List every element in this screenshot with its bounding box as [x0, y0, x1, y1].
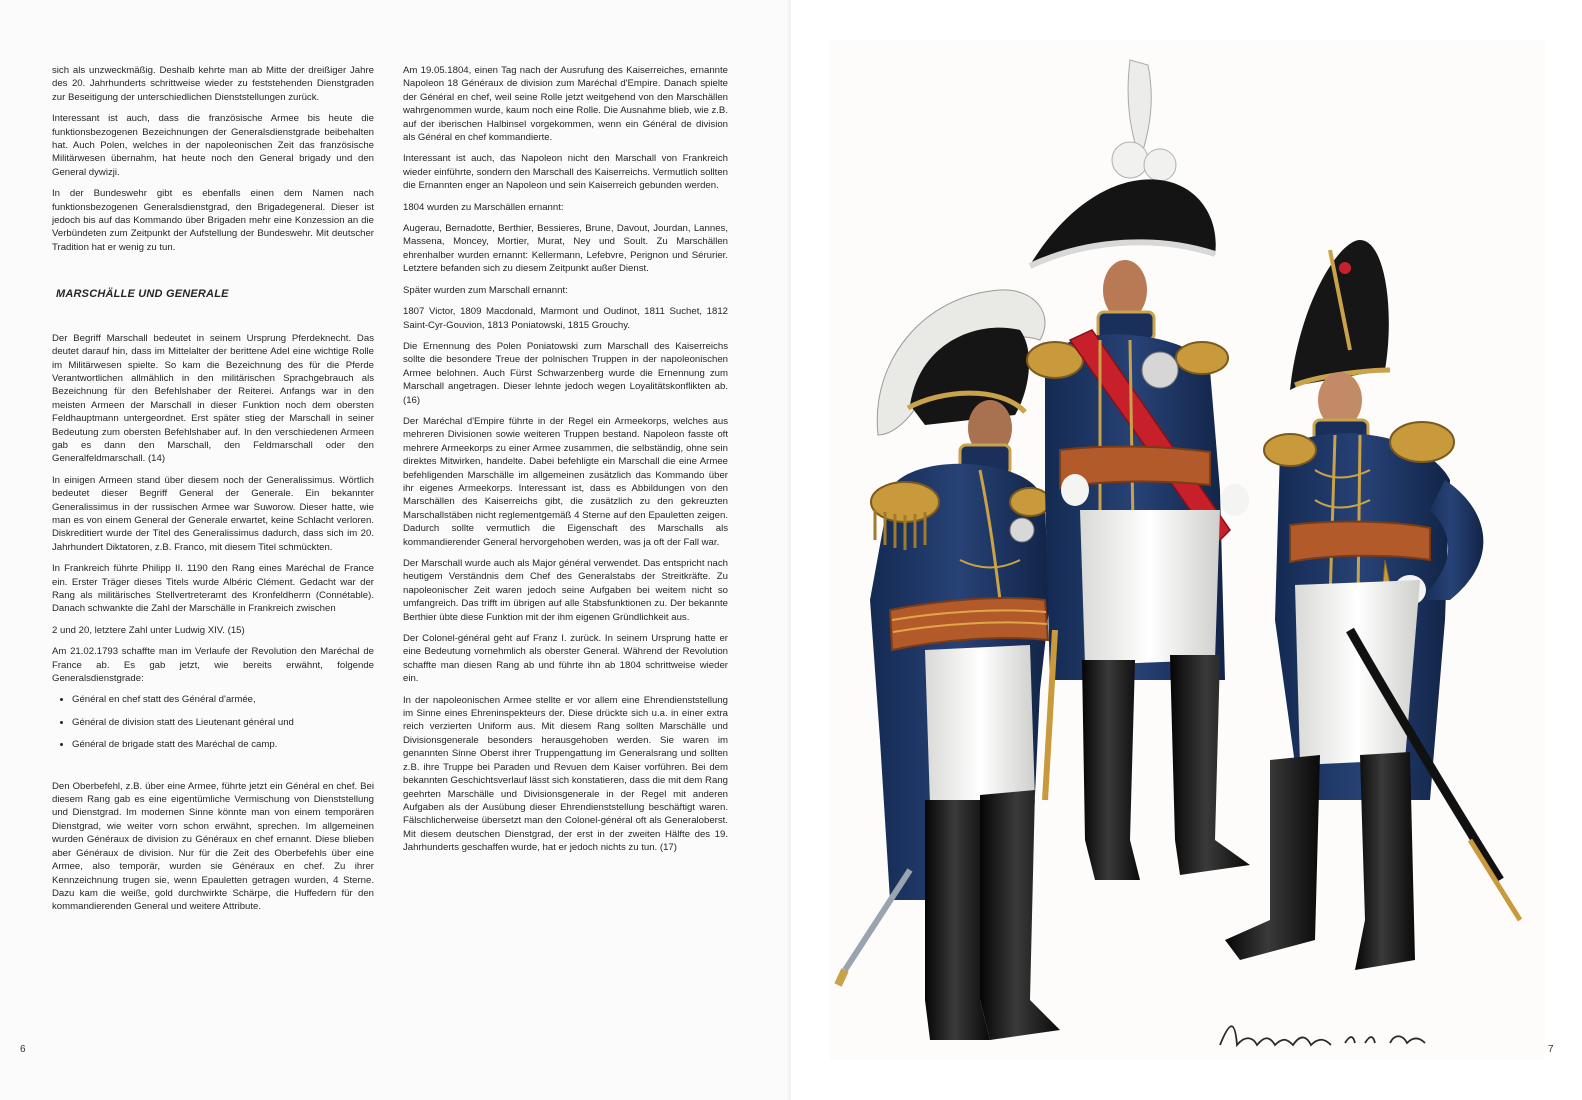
paragraph: In Frankreich führte Philipp II. 1190 den Rang eines Maréchal de France ein. Erster Träger dieses Titels wurde Albéric Clément. Gedacht war der Rang als militärisches Stellvertreteramt des Kronfeldherrn (Connétable). Danach schwankte die Zahl der Marschälle in Frankreich zwischen [52, 563, 374, 615]
paragraph: Der Marschall wurde auch als Major général verwendet. Das entspricht nach heutigem Verständnis dem Chef des Generalstabs der Streitkräfte. Zu napoleonischer Zeit waren jedoch seine Aufgaben bei weitem nicht so umfangreich. Das trifft im übrigen auf alle Stabsfunktionen zu. Der bekannte Berthier übte diese Funktion mit der ihm eigenen Gründlichkeit aus. [403, 558, 728, 623]
paragraph: Die Ernennung des Polen Poniatowski zum Marschall des Kaiserreichs sollte die besondere Treue der polnischen Truppen in der napoleonischen Armee belohnen. Auch Fürst Schwarzenberg wurde die Ernennung zum Marschall angetragen. Dieser lehnte jedoch wegen Loyalitätskonflikten ab. (16) [403, 340, 728, 406]
list-item: • Général de brigade statt des Maréchal de camp. [72, 738, 374, 751]
illustration-three-marshals [830, 40, 1545, 1060]
page-number-right: 7 [1548, 1044, 1554, 1055]
marshal-figure-right [1225, 240, 1520, 970]
paragraph: Am 21.02.1793 schaffte man im Verlaufe der Revolution den Maréchal de France ab. Es gab jetzt, wie bereits erwähnt, folgende Generalsdienstgrade: [52, 646, 374, 685]
paragraph: 1807 Victor, 1809 Macdonald, Marmont und Oudinot, 1811 Suchet, 1812 Saint-Cyr-Gouvion, 1813 Poniatowski, 1815 Grouchy. [403, 306, 728, 331]
paragraph: Der Colonel-général geht auf Franz I. zurück. In seinem Ursprung hatte er eine Bedeutung vornehmlich als oberster General. Während der Revolution schaffte man diesen Rang ab und führte ihn ab 1804 schrittweise wieder ein. [403, 633, 728, 685]
paragraph: 1804 wurden zu Marschällen ernannt: [403, 201, 564, 213]
rank-list [72, 693, 374, 751]
page-number-left: 6 [20, 1044, 26, 1055]
paragraph: Den Oberbefehl, z.B. über eine Armee, führte jetzt ein Général en chef. Bei diesem Rang gab es eine eigentümliche Vermischung von Dienststellung und Dienstgrad. Im modernen Sinne könnte man von einem temporären Dienstgrad, wie weiter vorn schon erwähnt, sprechen. Im allgemeinen wurden Généraux de division zu Généraux en chef ernannt. Diese blieben aber Généraux de division. Nur für die Zeit des Oberbefehls über eine Armee, also temporär, wurden sie Généraux en chef. Zu ihrer Kennzeichnung trugen sie, wenn Epauletten getragen wurden, 4 Sterne. Dazu kam die weiße, gold durchwirkte Schärpe, die Huffedern für den kommandierenden General und weitere Attribute. [52, 780, 374, 913]
text-column-1 [52, 64, 374, 922]
list-item: • Général de division statt des Lieutenant général und [72, 716, 374, 729]
section-heading: MARSCHÄLLE UND GENERALE [56, 288, 229, 301]
paragraph: Der Begriff Marschall bedeutet in seinem Ursprung Pferdeknecht. Das deutet darauf hin, dass im Mittelalter der berittene Adel eine wichtige Rolle im Militärwesen spielte. So kam die Bezeichnung des für die Pferde Verantwortlichen allmählich in den militärischen Sprachgebrauch als Bezeichnung für den Befehlshaber der Reiterei. Anfangs war in den meisten Armeen der Marschall in dieser Funktion noch dem obersten Feldhauptmann untergeordnet. Erst später stieg der Marschall in seiner Bedeutung zum obersten Befehlshaber auf. In den verschiedenen Armeen gab es dann den Marschall, den Feldmarschall oder den Generalfeldmarschall. (14) [52, 332, 374, 465]
marshal-figure-centre [1027, 60, 1250, 880]
text-column-2 [403, 64, 728, 863]
marshal-figure-left [838, 290, 1060, 1040]
paragraph: Am 19.05.1804, einen Tag nach der Ausrufung des Kaiserreiches, ernannte Napoleon 18 Généraux de division zum Maréchal d'Empire. Danach spielte der Général en chef, weil seine Rolle jetzt weitgehend von den Marschällen wahrgenommen wurde, kaum noch eine Rolle. Die Ausnahme blieb, wie z.B. auf der iberischen Halbinsel vorgekommen, wenn ein Général de division als Général en chef kommandierte. [403, 65, 728, 144]
paragraph: Der Maréchal d'Empire führte in der Regel ein Armeekorps, welches aus mehreren Divisionen sowie weiteren Truppen bestand. Napoleon fasste oft mehrere Armeekorps zu einer Armee zusammen, die selbständig, ohne sein direktes Mitwirken, handelte. Dabei befehligte ein Marschall die eine Armee befehligenden Marschälle im allgemeinen zusätzlich das Kommando über ihr eigenes Armeekorps. Interessant ist, dass es Abbildungen von den Marschällen des Kaiserreichs gibt, die zusätzlich zu den gekreuzten Marschallstäben nicht reglementgemäß 4 Sterne auf den Epauletten zeigen. Dadurch sollte vermutlich die Eigenschaft des Marschalls als kommandierender General hervorgehoben werden, was ja oft der Fall war. [403, 415, 728, 548]
paragraph: Augerau, Bernadotte, Berthier, Bessieres, Brune, Davout, Jourdan, Lannes, Massena, Moncey, Mortier, Murat, Ney und Soult. Zu Marschällen ehrenhalber wurden ernannt: Kellermann, Lefebvre, Perignon und Sérurier. Letztere befanden sich zu diesem Zeitpunkt außer Dienst. [403, 223, 728, 275]
illustration-drawing [830, 40, 1545, 1060]
paragraph: sich als unzweckmäßig. Deshalb kehrte man ab Mitte der dreißiger Jahre des 20. Jahrhunderts schrittweise wieder zu feststehenden Dienstgraden zur Beseitigung der unterschiedlichen Dienststellungen zurück. [52, 65, 374, 103]
signature-drawing [1215, 1015, 1435, 1055]
paragraph: Interessant ist auch, dass die französische Armee bis heute die funktionsbezogenen Bezeichnungen der Generalsdienstgrade beibehalten hat. Auch Polen, welches in der napoleonischen Zeit das französische Militärwesen übernahm, hat heute noch den General brigady und den General dywizji. [52, 113, 374, 178]
artist-signature [1215, 1015, 1435, 1055]
paragraph: 2 und 20, letztere Zahl unter Ludwig XIV. (15) [52, 624, 245, 636]
paragraph: In einigen Armeen stand über diesem noch der Generalissimus. Wörtlich bedeutet dieser Begriff General der Generale. Ein bekannter Generalissimus in der russischen Armee war Suworow. Dieser hatte, wie man es von einem General der Generale erwartet, keine Schlacht verloren. Diskreditiert wurde der Titel des Generalissimus dadurch, dass sich im 20. Jahrhundert Diktatoren, z.B. Franco, mit diesem Titel schmückten. [52, 474, 374, 553]
paragraph: Später wurden zum Marschall ernannt: [403, 284, 568, 296]
paragraph: In der napoleonischen Armee stellte er vor allem eine Ehrendienststellung im Sinne eines Ehreninspekteurs der. Diese drückte sich u.a. in einer extra reich verzierten Uniform aus. Mit diesem Rang sollten Marschälle und Divisionsgenerale besonders herausgehoben werden. Sie waren im genannten Sinne Oberst ihrer Truppengattung im Generalsrang und sollten z.B. ihre Truppe bei Paraden und Revuen dem Kaiser vorführen. Bei dem bekannten Geschichtsverlauf lässt sich konstatieren, dass die mit dem Rang geehrten Marschälle und Divisionsgenerale in der Regel mit anderen Aufgaben als der Ausübung dieser Ehrendienststellung beschäftigt waren. Fälschlicherweise übersetzt man den Colonel-général oft als Generaloberst. Mit diesem deutschen Dienstgrad, der erst in der zweiten Hälfte des 19. Jahrhunderts geschaffen wurde, hat er jedoch nichts zu tun. (17) [403, 694, 728, 854]
paragraph: In der Bundeswehr gibt es ebenfalls einen dem Namen nach funktionsbezogenen Generalsdienstgrad, den Brigadegeneral. Dieser ist jedoch bis auf das Kommando über Brigaden mehr eine Konzession an die Verbündeten zum Zeitpunkt der Aufstellung der Bundeswehr. Mit deutscher Tradition hat er wenig zu tun. [52, 188, 374, 253]
list-item: • Général en chef statt des Général d'armée, [72, 693, 374, 706]
paragraph: Interessant ist auch, das Napoleon nicht den Marschall von Frankreich wieder einführte, sondern den Marschall des Kaiserreichs. Vermutlich sollten die Ernannten enger an Napoleon und sein Kaiserreich gebunden werden. [403, 153, 728, 192]
